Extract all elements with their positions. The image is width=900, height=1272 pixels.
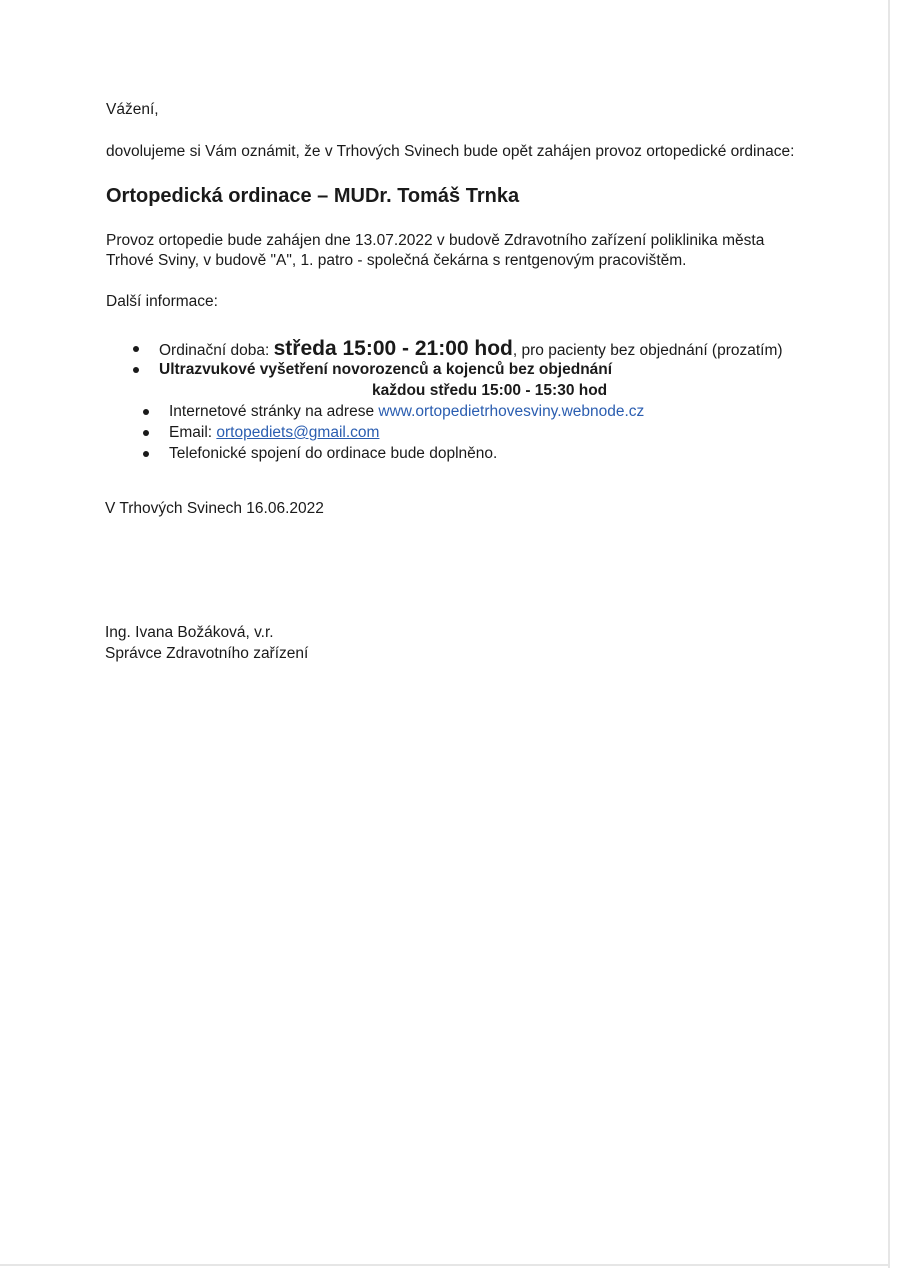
ultrasound-line-1: Ultrazvukové vyšetření novorozenců a kojenců bez objednání: [159, 361, 613, 378]
paragraph-line-1: Provoz ortopedie bude zahájen dne 13.07.2022 v budově Zdravotního zařízení poliklinika města: [106, 232, 765, 249]
scan-edge-bottom: [0, 1264, 890, 1266]
salutation: Vážení,: [106, 101, 159, 118]
place-date: V Trhových Svinech 16.06.2022: [105, 500, 324, 517]
website-item: [169, 402, 644, 422]
office-hours-label: Ordinační doba:: [159, 342, 274, 359]
email-label: Email:: [169, 424, 217, 441]
paragraph-line-2: Trhové Sviny, v budově "A", 1. patro - společná čekárna s rentgenovým pracovištěm.: [106, 252, 687, 269]
office-hours-suffix: , pro pacienty bez objednání (prozatím): [512, 342, 783, 359]
bullet-icon: [143, 430, 149, 436]
bullet-icon: [133, 346, 139, 352]
scan-edge-right: [888, 0, 890, 1268]
ultrasound-line-2: každou středu 15:00 - 15:30 hod: [372, 382, 608, 399]
email-link[interactable]: ortopediets@gmail.com: [216, 424, 380, 441]
intro-text: dovolujeme si Vám oznámit, že v Trhových Svinech bude opět zahájen provoz ortopedické ordinace:: [106, 143, 795, 160]
bullet-icon: [143, 451, 149, 457]
letter-title: Ortopedická ordinace – MUDr. Tomáš Trnka: [106, 185, 520, 207]
bullet-icon: [143, 409, 149, 415]
more-info-label: Další informace:: [106, 293, 218, 310]
signature-role: Správce Zdravotního zařízení: [105, 645, 309, 662]
website-link[interactable]: www.ortopedietrhovesviny.webnode.cz: [378, 403, 645, 420]
email-item: [169, 423, 379, 443]
bullet-icon: [133, 367, 139, 373]
office-hours-value: středa 15:00 - 21:00 hod: [273, 337, 513, 360]
phone-item: Telefonické spojení do ordinace bude doplněno.: [169, 445, 498, 462]
website-label: Internetové stránky na adrese: [169, 403, 379, 420]
signature-name: Ing. Ivana Božáková, v.r.: [105, 624, 274, 641]
